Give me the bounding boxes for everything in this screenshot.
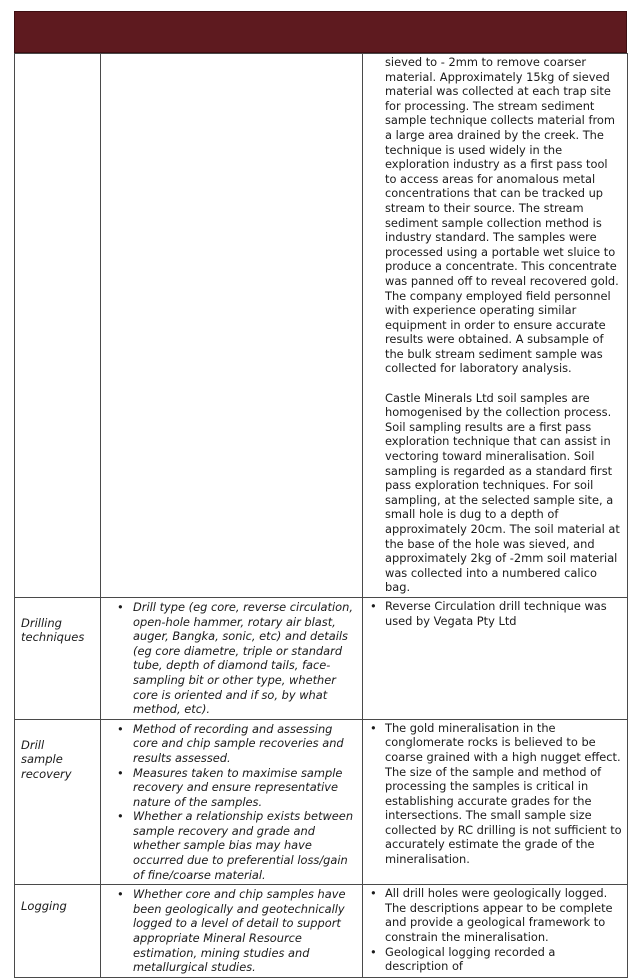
explanation-bullet: • Whether a relationship exists between sample recovery and grade and whether sample bias may have occurred due to preferential loss/gain of fine/coarse material. [117,809,358,882]
commentary-bullet: • Geological logging recorded a description of [385,945,622,974]
commentary-paragraph: Castle Minerals Ltd soil samples are homogenised by the collection process. Soil sampling results are a first pass exploration technique that can assist in vectoring toward mineralisation. Soil sampling is regarded as a standard first pass exploration techniques. For soil sampling, at the selected sample site, a small hole is dug to a depth of approximately 20cm. The soil material at the base of the hole was sieved, and approximately 2kg of -2mm soil material was collected into a numbered calico bag. [385,390,620,595]
commentary-bullet: • All drill holes were geologically logged. The descriptions appear to be complete and provide a geological framework to constrain the mineralisation. [385,886,622,944]
commentary-cell [363,54,628,598]
criteria-cell: Drill sample recovery [15,719,101,885]
commentary-cell [363,719,628,885]
table-row [15,885,628,978]
commentary-paragraph: sieved to - 2mm to remove coarser material. Approximately 15kg of sieved material was collected at each trap site for processing. The stream sediment sample technique collects material from a large area drained by the creek. The technique is used widely in the exploration industry as a first pass tool to access areas for anomalous metal concentrations that can be tracked up stream to their source. The stream sediment sample collection method is industry standard. The samples were processed using a portable wet sluice to produce a concentrate. This concentrate was panned off to reveal recovered gold. The company employed field personnel with experience operating similar equipment in order to ensure accurate results were obtained. A subsample of the bulk stream sediment sample was collected for laboratory analysis. [385,55,619,376]
explanation-bullet: • Drill type (eg core, reverse circulation, open-hole hammer, rotary air blast, auger, Bangka, sonic, etc) and details (eg core diametre, triple or standard tube, depth of diamond tails, face-sampling bit or other type, whether core is oriented and if so, by what method, etc). [117,600,358,717]
criteria-cell [15,54,101,598]
explanation-bullet: • Method of recording and assessing core and chip sample recoveries and results assessed. [117,722,358,766]
explanation-cell [101,719,363,885]
table-row [15,719,628,885]
explanation-bullet: • Measures taken to maximise sample recovery and ensure representative nature of the samples. [117,766,358,810]
table-row [15,597,628,719]
document-page [14,11,627,978]
explanation-cell [101,885,363,978]
criteria-cell: Drilling techniques [15,597,101,719]
criteria-cell: Logging [15,885,101,978]
explanation-cell [101,597,363,719]
jorc-table [14,53,628,978]
explanation-bullet: • Whether core and chip samples have been geologically and geotechnically logged to a level of detail to support appropriate Mineral Resource estimation, mining studies and metallurgical studies. [117,887,358,975]
commentary-bullet: • Reverse Circulation drill technique was used by Vegata Pty Ltd [385,599,622,628]
commentary-bullet: • The gold mineralisation in the conglomerate rocks is believed to be coarse grained with a high nugget effect. The size of the sample and method of processing the samples is critical in establishing accurate grades for the intersections. The small sample size collected by RC drilling is not sufficient to accurately estimate the grade of the mineralisation. [385,721,622,867]
commentary-cell [363,885,628,978]
commentary-cell [363,597,628,719]
table-header-band [14,11,627,53]
explanation-cell [101,54,363,598]
table-row [15,54,628,598]
